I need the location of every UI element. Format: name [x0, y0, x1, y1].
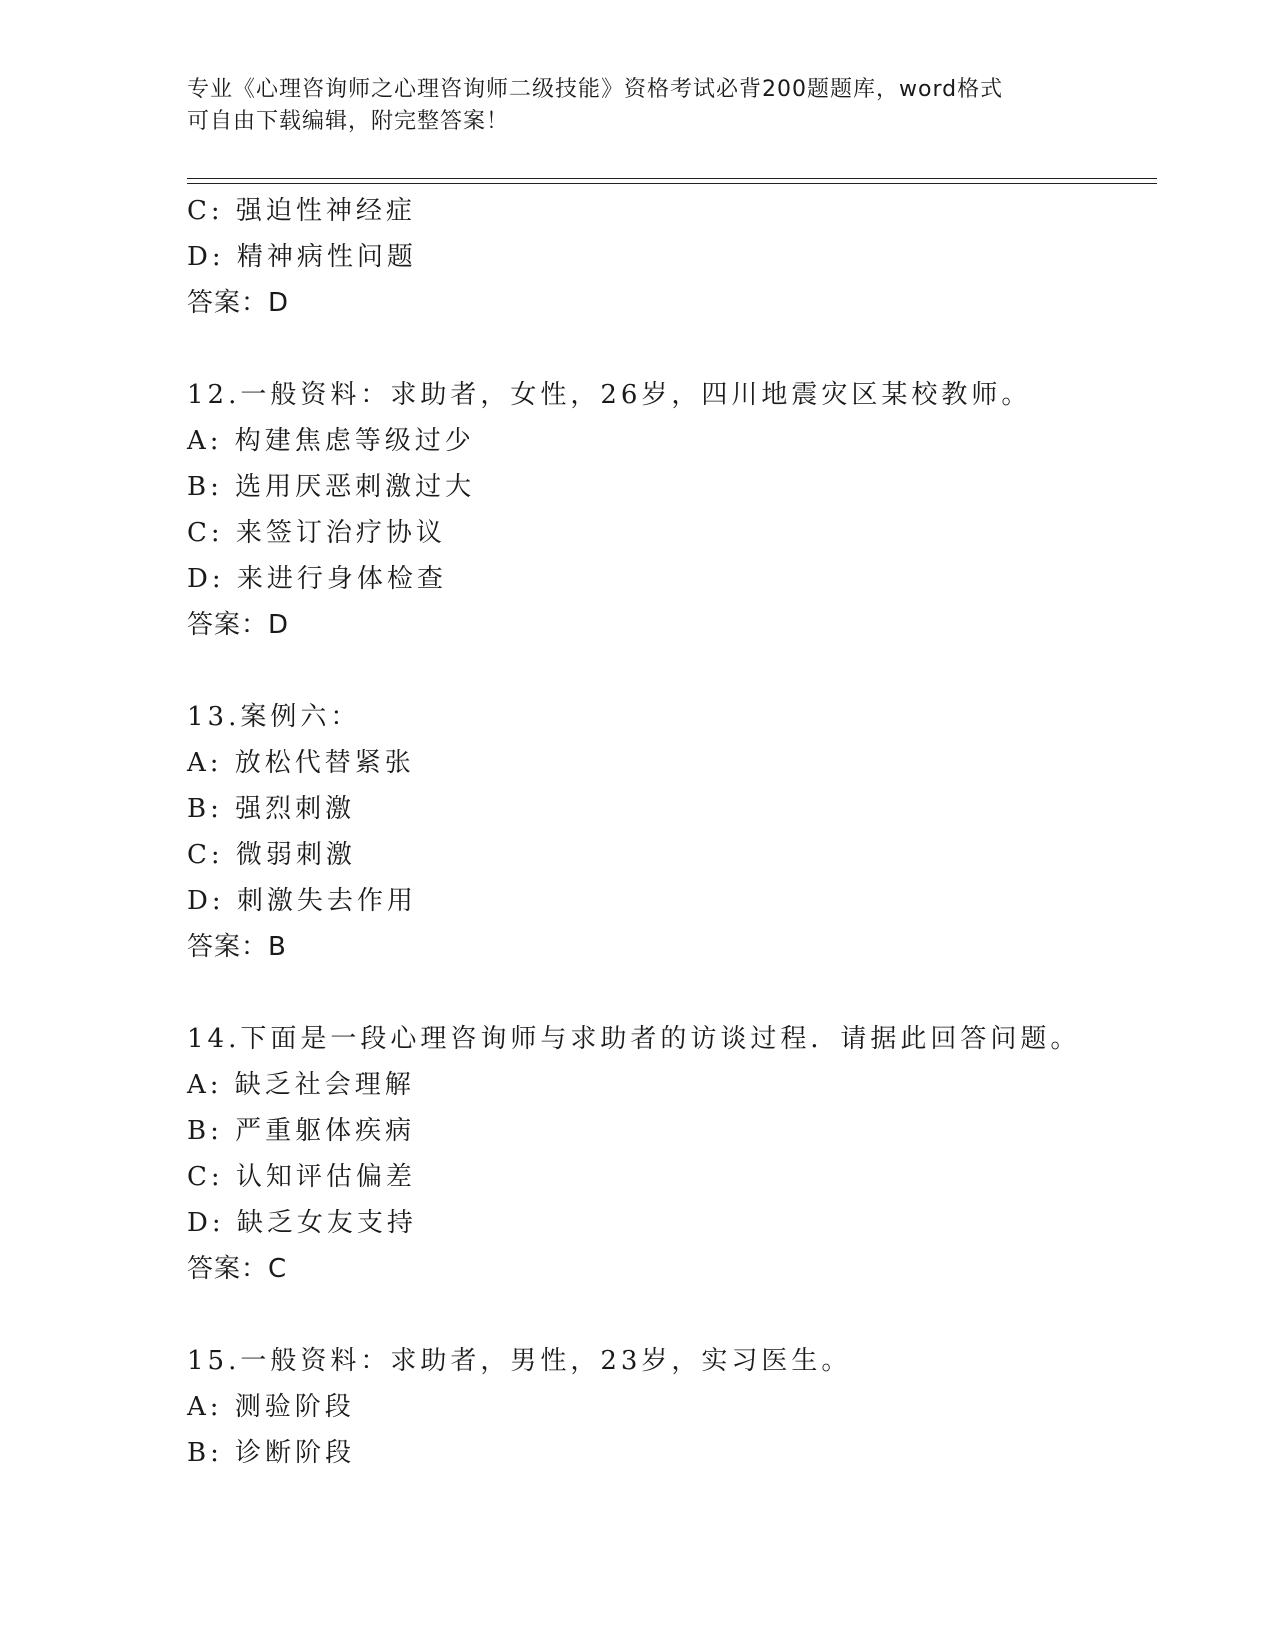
answer-line: 答案：B — [187, 932, 287, 962]
option-a: A: 测验阶段 — [187, 1392, 355, 1422]
spacer — [187, 970, 1157, 1016]
option-b: B: 严重躯体疾病 — [187, 1116, 416, 1146]
option-a: A: 缺乏社会理解 — [187, 1070, 415, 1100]
answer-line: 答案：D — [187, 288, 290, 318]
header-divider-bottom — [187, 183, 1157, 184]
option-d: D: 来进行身体检查 — [187, 564, 447, 594]
header-line-1: 专业《心理咨询师之心理咨询师二级技能》资格考试必背200题题库，word格式 — [187, 77, 1004, 102]
question-list — [187, 188, 1157, 1476]
option-c: C: 强迫性神经症 — [187, 196, 416, 226]
question-title: 15.一般资料：求助者，男性，23岁，实习医生。 — [187, 1346, 852, 1376]
option-d: D: 精神病性问题 — [187, 242, 417, 272]
header-line-2: 可自由下载编辑，附完整答案！ — [187, 109, 510, 134]
answer-line: 答案：D — [187, 610, 290, 640]
option-b: B: 强烈刺激 — [187, 794, 356, 824]
option-b: B: 诊断阶段 — [187, 1438, 356, 1468]
answer-line: 答案：C — [187, 1254, 288, 1284]
spacer — [187, 648, 1157, 694]
spacer — [187, 1292, 1157, 1338]
option-d: D: 缺乏女友支持 — [187, 1208, 417, 1238]
question-title: 13.案例六： — [187, 702, 361, 732]
document-header — [187, 74, 1087, 138]
header-divider-top — [187, 178, 1157, 179]
spacer — [187, 326, 1157, 372]
option-d: D: 刺激失去作用 — [187, 886, 417, 916]
option-c: C: 认知评估偏差 — [187, 1162, 416, 1192]
question-title: 12.一般资料：求助者，女性，26岁，四川地震灾区某校教师。 — [187, 380, 1032, 410]
question-title: 14.下面是一段心理咨询师与求助者的访谈过程．请据此回答问题。 — [187, 1024, 1081, 1054]
option-a: A: 构建焦虑等级过少 — [187, 426, 475, 456]
option-c: C: 来签订治疗协议 — [187, 518, 446, 548]
option-c: C: 微弱刺激 — [187, 840, 356, 870]
option-a: A: 放松代替紧张 — [187, 748, 415, 778]
option-b: B: 选用厌恶刺激过大 — [187, 472, 476, 502]
